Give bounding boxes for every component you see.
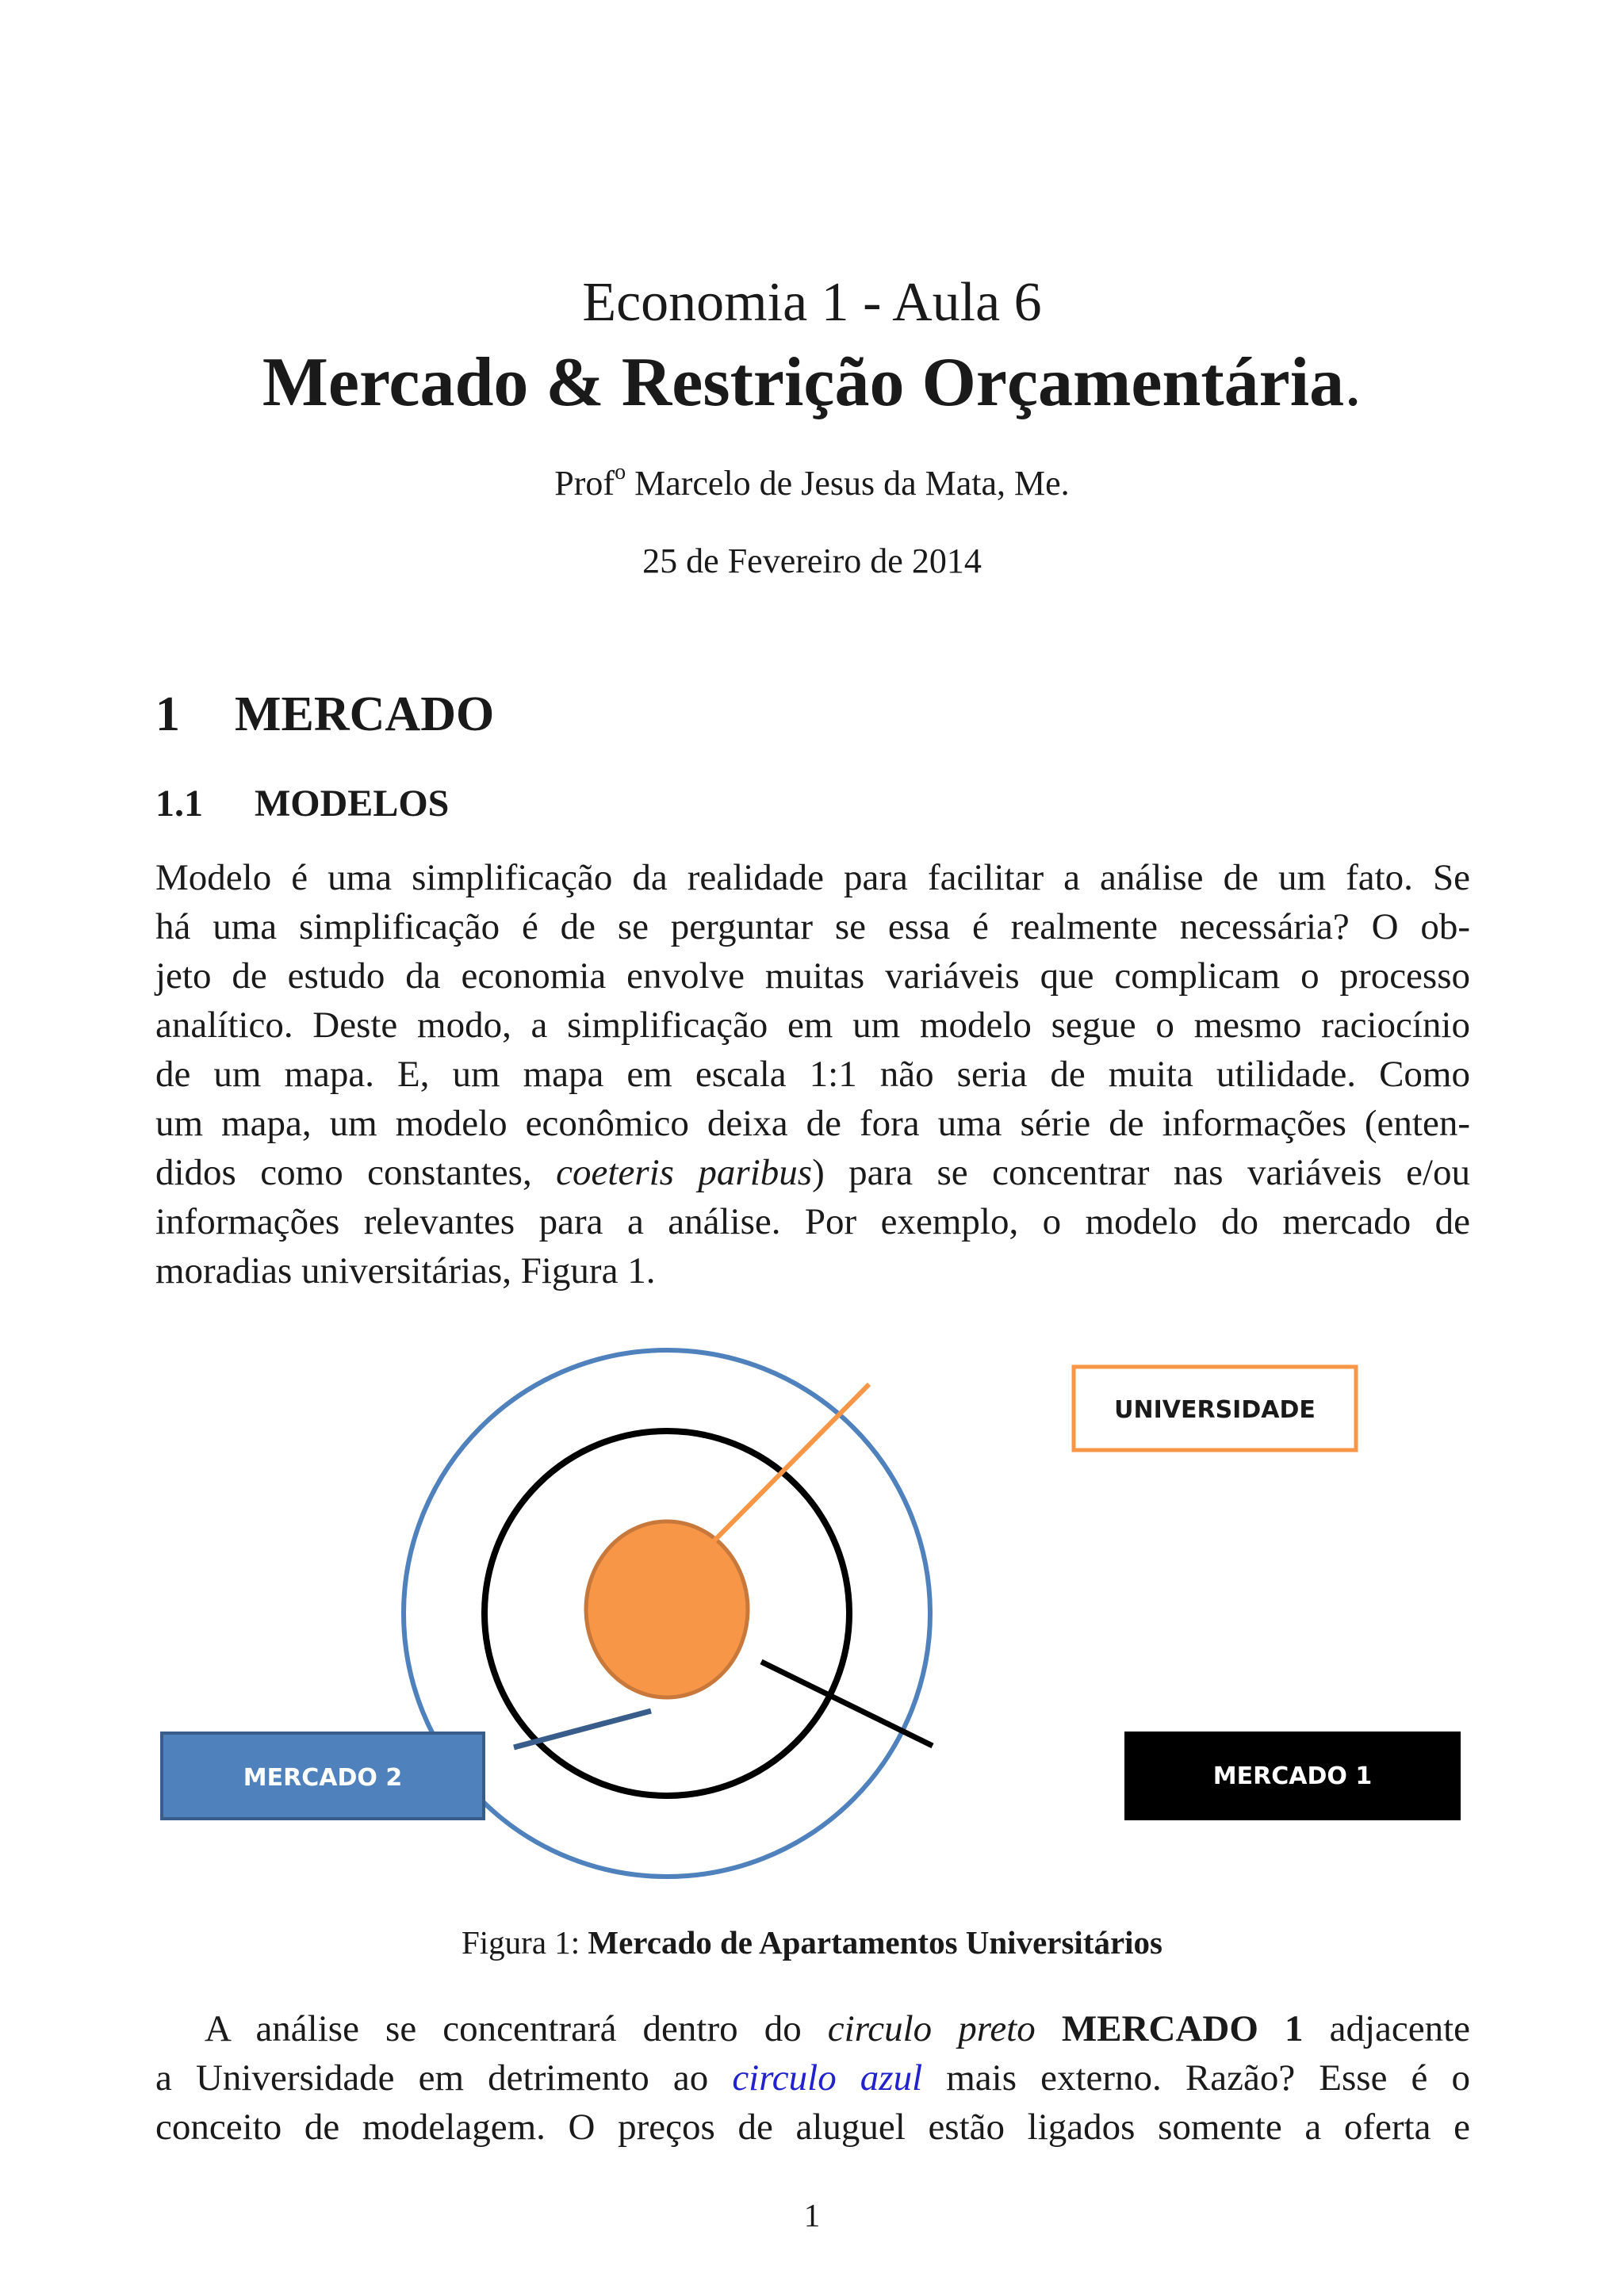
paragraph-line: há uma simplificação é de se perguntar se essa é realmente necessária? O ob-: [155, 906, 1470, 947]
paragraph-models: [155, 853, 1470, 1295]
subsection-heading-1-1: [155, 782, 449, 825]
university-connector-line: [712, 1384, 869, 1543]
subsection-number: 1.1: [155, 783, 203, 825]
section-number: 1: [155, 687, 180, 741]
section-heading-1: [155, 687, 494, 743]
paragraph-line: Modelo é uma simplificação da realidade para facilitar a análise de um fato. Se: [155, 857, 1470, 898]
paragraph-line: [155, 1148, 1470, 1197]
university-orange-circle: [586, 1521, 748, 1697]
subsection-title: MODELOS: [255, 783, 450, 825]
text-run: didos como constantes,: [155, 1152, 557, 1193]
text-run: adjacente: [1303, 2008, 1470, 2049]
text-run: a Universidade em detrimento ao: [155, 2057, 733, 2099]
paragraph-line: analítico. Deste modo, a simplificação em um modelo segue o mesmo raciocínio: [155, 1004, 1470, 1046]
caption-prefix: Figura 1:: [461, 1924, 588, 1961]
black-connector-line: [761, 1662, 933, 1746]
blue-italic-term: circulo azul: [732, 2057, 923, 2099]
paragraph-line: conceito de modelagem. O preços de aluguel estão ligados somente a oferta e: [155, 2107, 1470, 2148]
paragraph-line: [155, 2004, 1470, 2053]
universidade-label: UNIVERSIDADE: [1114, 1396, 1316, 1424]
course-line: Economia 1 - Aula 6: [582, 272, 1042, 333]
date-line: 25 de Fevereiro de 2014: [642, 541, 982, 580]
paragraph-analysis: [155, 2004, 1470, 2152]
bold-term: MERCADO 1: [1061, 2008, 1304, 2049]
paragraph-line: informações relevantes para a análise. Por exemplo, o modelo do mercado de: [155, 1201, 1470, 1242]
page-number: 1: [803, 2197, 821, 2233]
figure-caption: [0, 1923, 1624, 1961]
blue-connector-line: [514, 1711, 651, 1747]
paragraph-line: de um mapa. E, um mapa em escala 1:1 não seria de muita utilidade. Como: [155, 1054, 1470, 1095]
document-title: [0, 342, 1624, 423]
author-line: [0, 460, 1624, 503]
caption-title: Mercado de Apartamentos Universitários: [588, 1924, 1163, 1961]
section-title: MERCADO: [235, 687, 495, 741]
mercado2-label: MERCADO 2: [243, 1764, 403, 1792]
text-run: ) para se concentrar nas variáveis e/ou: [812, 1152, 1470, 1193]
title-text: Mercado & Restrição Orçamentária: [262, 344, 1345, 421]
author-prefix: Prof: [554, 464, 615, 503]
paragraph-line: jeto de estudo da economia envolve muitas variáveis que complicam o processo: [155, 955, 1470, 997]
italic-term: coeteris paribus: [556, 1152, 813, 1193]
text-run: mais externo. Razão? Esse é o: [922, 2057, 1470, 2099]
author-superscript: o: [615, 460, 626, 484]
title-period: .: [1344, 344, 1362, 421]
text-run: A análise se concentrará dentro do: [205, 2008, 828, 2049]
paragraph-line: [155, 2053, 1470, 2103]
paragraph-line: moradias universitárias, Figura 1.: [155, 1250, 656, 1292]
text-run: [1036, 2008, 1062, 2049]
mercado1-label: MERCADO 1: [1212, 1762, 1373, 1790]
author-name: Marcelo de Jesus da Mata, Me.: [626, 464, 1070, 503]
paragraph-line: um mapa, um modelo econômico deixa de fora uma série de informações (enten-: [155, 1103, 1470, 1144]
figure-market-diagram: [155, 1341, 1472, 1888]
italic-term: circulo preto: [827, 2008, 1036, 2049]
